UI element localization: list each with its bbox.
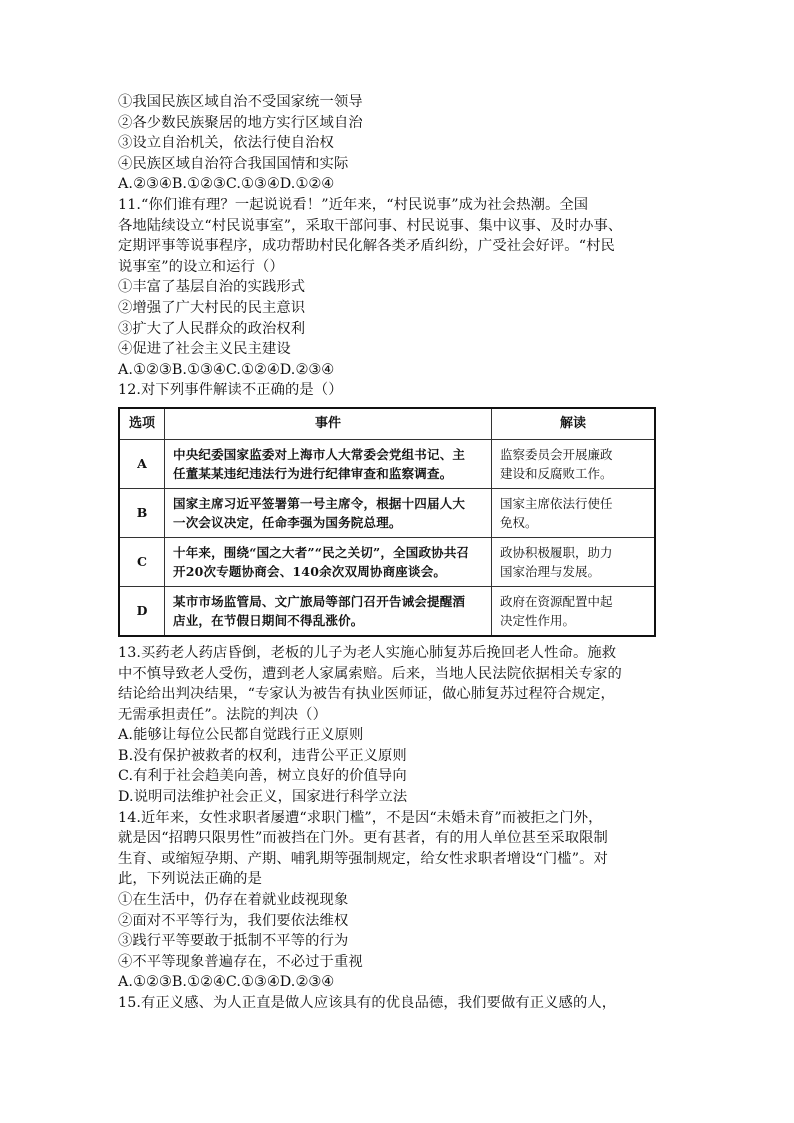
row-event [165,439,492,488]
q14-stem-line: 生育、或缩短孕期、产期、哺乳期等强制规定，给女性求职者增设“门槛”。对 [118,850,608,867]
q14-answer-choices: A.①②③B.①②④C.①③④D.②③④ [118,974,335,991]
event-line: 任董某某违纪违法行为进行纪律审查和监察调查。 [173,465,453,481]
q13-stem-line: 13.买药老人药店昏倒，老板的儿子为老人实施心肺复苏后挽回老人性命。施救 [118,644,617,661]
event-line: 某市市场监管局、文广旅局等部门召开告诫会提醒酒 [173,593,466,609]
event-line: 十年来，围绕“国之大者”“民之关切”，全国政协共召 [173,544,470,560]
question-12 [118,380,678,637]
q14-option-4: ④不平等现象普遍存在，不必过于重视 [118,953,363,970]
reading-line: 国家主席依法行使任 [500,495,613,511]
q11-stem-line: 说事室”的设立和运行（） [118,258,284,275]
header-event: 事件 [165,408,492,440]
row-option: B [119,488,165,537]
row-reading [492,537,656,586]
event-line: 中央纪委国家监委对上海市人大常委会党组书记、主 [173,446,466,462]
q10-option-4: ④民族区域自治符合我国国情和实际 [118,155,349,172]
reading-line: 免权。 [500,514,538,530]
question-14 [118,808,678,993]
q14-stem-line: 就是因“招聘只限男性”而被挡在门外。更有甚者，有的用人单位甚至采取限制 [118,830,608,847]
table-row [119,537,655,586]
question-10-options [118,92,678,195]
reading-line: 监察委员会开展廉政 [500,446,613,462]
header-option: 选项 [119,408,165,440]
q12-stem: 12.对下列事件解读不正确的是（） [118,382,343,399]
table-row [119,586,655,636]
q10-answer-choices: A.②③④B.①②③C.①③④D.①②④ [118,176,335,193]
q12-events-table [118,407,656,637]
reading-line: 国家治理与发展。 [500,563,601,579]
header-reading: 解读 [492,408,656,440]
event-line: 国家主席习近平签署第一号主席令，根据十四届人大 [173,495,466,511]
row-event [165,537,492,586]
q15-stem-line: 15.有正义感、为人正直是做人应该具有的优良品德，我们要做有正义感的人， [118,995,617,1011]
q10-option-2: ②各少数民族聚居的地方实行区域自治 [118,114,363,131]
q14-stem-line: 14.近年来，女性求职者屡遭“求职门槛”，不是因“未婚未育”而被拒之门外， [118,809,603,826]
q14-option-1: ①在生活中，仍存在着就业歧视现象 [118,892,349,909]
row-reading [492,586,656,636]
q12-table-wrapper [118,407,656,637]
q13-stem-line: 结论给出判决结果，“专家认为被告有执业医师证，做心肺复苏过程符合规定， [118,686,615,703]
event-line: 开20次专题协商会、140余次双周协商座谈会。 [173,563,447,579]
row-reading [492,488,656,537]
event-line: 店业，在节假日期间不得乱涨价。 [173,612,364,628]
q14-option-2: ②面对不平等行为，我们要依法维权 [118,912,349,929]
question-11 [118,195,678,380]
q11-stem-line: 定期评事等说事程序，成功帮助村民化解各类矛盾纠纷，广受社会好评。“村民 [118,238,615,255]
q10-option-1: ①我国民族区域自治不受国家统一领导 [118,94,363,110]
question-13 [118,643,678,808]
question-15 [118,993,678,1014]
q13-option-b: B.没有保护被救者的权利，违背公平正义原则 [118,747,407,764]
q11-stem-line: 11.“你们谁有理？一起说说看！”近年来，“村民说事”成为社会热潮。全国 [118,196,589,213]
q11-option-3: ③扩大了人民群众的政治权利 [118,320,306,337]
reading-line: 政府在资源配置中起 [500,593,613,609]
reading-line: 决定性作用。 [500,612,576,628]
q11-answer-choices: A.①②③B.①③④C.①②④D.②③④ [118,361,335,378]
reading-line: 政协积极履职，助力 [500,544,613,560]
q13-option-d: D.说明司法维护社会正义，国家进行科学立法 [118,789,408,806]
q13-stem-line: 无需承担责任”。法院的判决（） [118,706,327,723]
q13-option-c: C.有利于社会趋美向善，树立良好的价值导向 [118,768,407,785]
row-option: D [119,586,165,636]
q11-option-4: ④促进了社会主义民主建设 [118,341,291,358]
table-row [119,488,655,537]
q14-option-3: ③践行平等要敢于抵制不平等的行为 [118,933,349,950]
q11-option-2: ②增强了广大村民的民主意识 [118,299,306,316]
row-event [165,488,492,537]
q11-stem-line: 各地陆续设立“村民说事室”，采取干部问事、村民说事、集中议事、及时办事、 [118,217,623,234]
q10-option-3: ③设立自治机关，依法行使自治权 [118,135,334,152]
reading-line: 建设和反腐败工作。 [500,465,613,481]
row-event [165,586,492,636]
q14-stem-line: 此，下列说法正确的是 [118,871,262,888]
row-option: C [119,537,165,586]
exam-page [118,92,678,1014]
table-header-row [119,408,655,440]
event-line: 一次会议决定，任命李强为国务院总理。 [173,514,402,530]
row-option: A [119,439,165,488]
q11-option-1: ①丰富了基层自治的实践形式 [118,279,306,296]
table-row [119,439,655,488]
q13-stem-line: 中不慎导致老人受伤，遭到老人家属索赔。后来，当地人民法院依据相关专家的 [118,665,622,682]
row-reading [492,439,656,488]
q13-option-a: A.能够让每位公民都自觉践行正义原则 [118,727,364,744]
